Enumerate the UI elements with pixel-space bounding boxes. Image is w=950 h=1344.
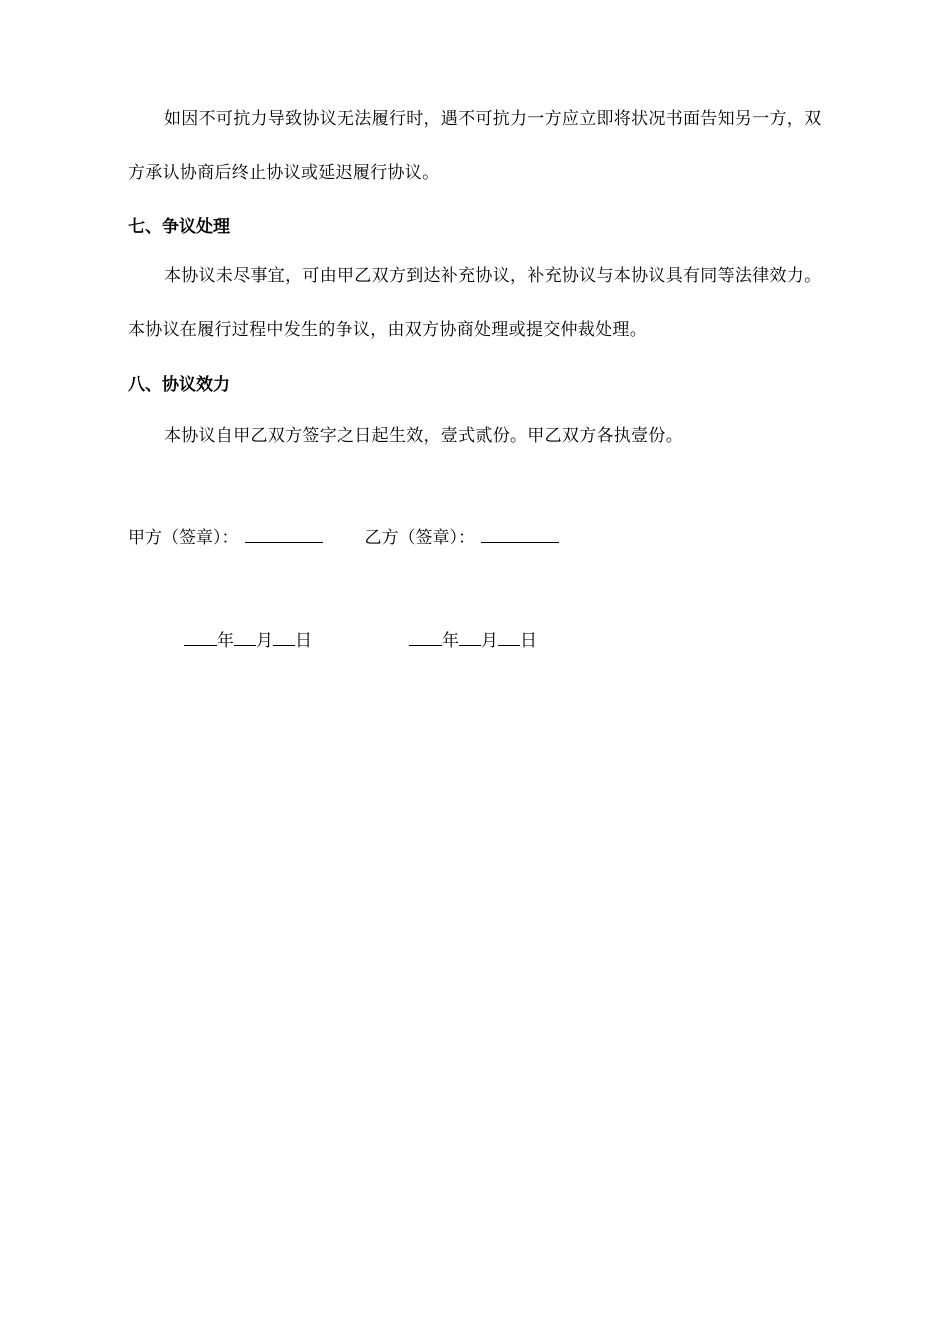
party-a-date: [184, 627, 312, 653]
heading-dispute: 七、争议处理: [128, 217, 230, 237]
day-blank: [498, 627, 520, 646]
month-blank: [459, 627, 481, 646]
party-b-date: [409, 627, 537, 653]
heading-effect: 八、协议效力: [128, 375, 230, 395]
party-b-signature: [365, 524, 560, 550]
party-b-label: 乙方（签章）：: [364, 528, 475, 548]
day-blank: [273, 627, 295, 646]
party-a-signature-line: [245, 524, 323, 543]
year-blank: [184, 627, 217, 646]
paragraph-dispute: 本协议未尽事宜，可由甲乙双方到达补充协议，补充协议与本协议具有同等法律效力。本协议在履行过程中发生的争议，由双方协商处理或提交仲裁处理。: [128, 266, 822, 340]
party-a-label: 甲方（签章）：: [128, 528, 239, 548]
day-label: 日: [295, 631, 312, 651]
signature-row: [128, 524, 559, 550]
month-blank: [234, 627, 256, 646]
year-label: 年: [217, 631, 234, 651]
year-label: 年: [442, 631, 459, 651]
month-label: 月: [256, 631, 273, 651]
party-a-signature: [128, 524, 323, 550]
year-blank: [409, 627, 442, 646]
paragraph-force-majeure: 如因不可抗力导致协议无法履行时，遇不可抗力一方应立即将状况书面告知另一方，双方承认协商后终止协议或延迟履行协议。: [128, 109, 822, 183]
party-b-signature-line: [481, 524, 559, 543]
month-label: 月: [481, 631, 498, 651]
day-label: 日: [520, 631, 537, 651]
paragraph-effect: 本协议自甲乙双方签字之日起生效，壹式贰份。甲乙双方各执壹份。: [164, 426, 683, 446]
